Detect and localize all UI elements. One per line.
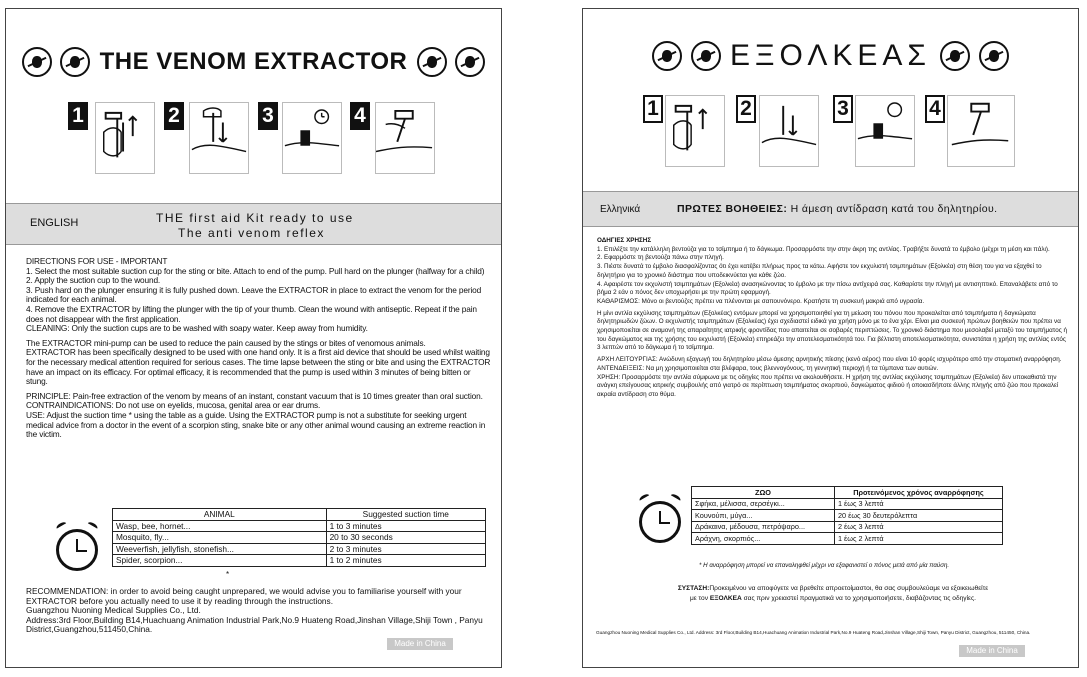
paragraph: 2. Apply the suction cup to the wound. [26, 275, 161, 286]
mosquito-icon [652, 41, 682, 71]
company-name: Guangzhou Nuoning Medical Supplies Co., Ltd. [26, 605, 201, 616]
language-label: ENGLISH [30, 217, 79, 229]
table-cell: Σφήκα, μέλισσα, σερσέγκι... [692, 498, 835, 510]
table-cell: Mosquito, fly... [113, 532, 327, 544]
mosquito-icon [979, 41, 1009, 71]
clock-bell [55, 521, 68, 532]
table-footnote: * Η αναρρόφηση μπορεί να επαναληφθεί μέχρι να εξαφανιστεί ο πόνος μετά από μία παύση. [699, 562, 950, 569]
step-number: 2 [736, 95, 756, 123]
band-heading [677, 203, 998, 215]
table-cell: Αράχνη, σκορπιός... [692, 533, 835, 545]
table-cell: 20 to 30 seconds [326, 532, 485, 544]
step-number: 2 [164, 102, 184, 130]
band-rest: Η άμεση αντίδραση κατά του δηλητηρίου. [787, 203, 998, 215]
table-row [113, 520, 486, 532]
paragraph: 2. Εφαρμόστε τη βεντούζα πάνω στην πληγή. [597, 254, 724, 262]
alarm-clock-icon [56, 529, 98, 571]
heading: ΟΔΗΓΙΕΣ ΧΡΗΣΗΣ [597, 237, 652, 244]
paragraph: ΚΑΘΑΡΙΣΜΟΣ: Μόνο οι βεντούζες πρέπει να πλένονται με σαπουνόνερο. Κρατήστε τη συσκευή μακριά από υγρασία. [597, 297, 925, 305]
table-cell: Spider, scorpion... [113, 555, 327, 567]
table-row [692, 533, 1003, 545]
table-cell: 1 to 3 minutes [326, 520, 485, 532]
table-cell: 1 to 2 minutes [326, 555, 485, 567]
paragraph: USE: Adjust the suction time * using the table as a guide. Using the EXTRACTOR pump is not a substitute for seeking urgent medical advice from a doctor in the event of a scorpion sting, snake bite or any other animal wound causing an extreme reaction in the victim. [26, 409, 486, 440]
paragraph: The EXTRACTOR mini-pump can be used to reduce the pain caused by the stings or bites of venomous animals. [26, 337, 426, 348]
band-bold: ΠΡΩΤΕΣ ΒΟΗΘΕΙΕΣ: [677, 203, 788, 215]
recommendation-text: σας πριν χρειαστεί πραγματικά να το χρησιμοποιήσετε, διαβάζοντας τις οδηγίες. [741, 595, 977, 602]
suction-time-table [112, 508, 486, 567]
step-1-image [665, 95, 725, 167]
paragraph: ΑΝΤΕΝΔΕΙΞΕΙΣ: Να μη χρησιμοποιείται στα βλέφαρα, τους βλεννογόνους, τη γεννητική περιοχή ή τα τύμπανα των αυτιών. [597, 364, 939, 372]
mosquito-icon [455, 47, 485, 77]
table-cell: 20 έως 30 δευτερόλεπτα [834, 510, 1002, 522]
paragraph: PRINCIPLE: Pain-free extraction of the venom by means of an instant, constant vacuum that is 10 times greater than oral suction. [26, 390, 483, 401]
paragraph: 1. Select the most suitable suction cup for the sting or bite. Attach to end of the pump. Pull hard on the plunger (halfway for a child) [26, 265, 485, 276]
table-row [113, 555, 486, 567]
table-footnote: * [226, 570, 230, 579]
step-number: 1 [643, 95, 663, 123]
language-band [6, 203, 501, 245]
page-title: THE VENOM EXTRACTOR [99, 48, 408, 75]
table-row [692, 498, 1003, 510]
table-row [113, 543, 486, 555]
step-number: 4 [925, 95, 945, 123]
step-1-image [95, 102, 155, 174]
paragraph: 4. Αφαιρέστε τον εκχυλιστή τσιμπημάτων (Εξολκέα) ανασηκώνοντας το έμβολο με την πίσω αντίχειρά σας. Καθαρίστε την πληγή με αντισηπτικό. Επαναλάβετε από το βήμα 2 εάν ο πόνος δεν υποχωρήσει με την πρώτη εφαρμογή. [597, 280, 1058, 297]
paragraph: 3. Πιέστε δυνατά το έμβολο διασφαλίζοντας ότι έχει κατέβει πλήρως προς τα κάτω. Αφήστε τον εκχυλιστή τσιμπημάτων (Εξολκέα) στη θέση του για να εξαχθεί το δηλητήριο για το χρονικό διάστημα που υποδεικνύεται για κάθε ζώο. [597, 263, 1042, 279]
table-cell: 2 έως 3 λεπτά [834, 521, 1002, 533]
table-header: ANIMAL [113, 509, 327, 521]
table-header: Προτεινόμενος χρόνος αναρρόφησης [834, 487, 1002, 499]
heading: DIRECTIONS FOR USE - IMPORTANT [26, 256, 168, 266]
paragraph: EXTRACTOR has been specifically designed to be used with one hand only. It is a first aid device that should be used whilst waiting for the necessary medical attention required for serious cases. The time lapse between the sting or bite and using the EXTRACTOR have an impact on its efficacy. For optimal efficacy, it is recommended that the pump is used within 3 minutes of being bitten or stung. [26, 347, 491, 387]
title-row [6, 47, 501, 87]
made-in-badge: Made in China [959, 645, 1025, 657]
table-cell: 1 έως 2 λεπτά [834, 533, 1002, 545]
table-row [692, 521, 1003, 533]
tagline: THE first aid Kit ready to use [156, 211, 354, 225]
company-address: Guangzhou Nuoning Medical Supplies Co., Ltd. Address: 3rd Floor,Building B14,Huachuang Animation Industrial Park,No.9 Huateng Road,Jinshan Village,Shiji Town, Panyu District, Guangzhou, 511450, China. [596, 630, 1031, 635]
step-4-image [947, 95, 1015, 167]
recommendation-text: με τον [689, 595, 710, 602]
table-row [692, 510, 1003, 522]
table-cell: 2 to 3 minutes [326, 543, 485, 555]
mosquito-icon [22, 47, 52, 77]
clock-bell [86, 521, 99, 532]
table-row [113, 532, 486, 544]
page-title: ΕΞΟΛΚΕΑΣ [730, 39, 931, 72]
step-4-image [375, 102, 435, 174]
recommendation: RECOMMENDATION: in order to avoid being caught unprepared, we would advise you to familiarise yourself with your EXTRACTOR before you actually need to use it by reading through the instructions. [26, 586, 462, 606]
scorpion-icon [417, 47, 447, 77]
steps-illustration [6, 102, 501, 177]
product-name: ΕΞΟΛΚΕΑ [709, 595, 742, 602]
table-header: Suggested suction time [326, 509, 485, 521]
clock-bell [638, 493, 651, 504]
company-address: Address:3rd Floor,Building B14,Huachuang Animation Industrial Park,No.9 Huateng Road,Jinshan Village,Shiji Town , Panyu District,Guangzhou,511450,China. [26, 614, 483, 635]
steps-illustration [583, 95, 1078, 170]
step-number: 1 [68, 102, 88, 130]
step-number: 3 [258, 102, 278, 130]
paragraph: 1. Επιλέξτε την κατάλληλη βεντούζα για το τσίμπημα ή το δάγκωμα. Προσαρμόστε την στην άκρη της αντλίας. Τραβήξτε δυνατά το έμβολο (μέχρι τη μέση και πάλι). [597, 245, 1050, 253]
paragraph: Η μίνι αντλία εκχύλισης τσιμπημάτων (Εξολκέας) εντόμων μπορεί να χρησιμοποιηθεί για τη μείωση του πόνου που προκαλείται από τσιμπήματα ή δαγκώματα δηλητηριωδών ζώων. Ο εκχυλιστής τσιμπημάτων (Εξολκέας) έχει σχεδιαστεί ειδικά για χρήση μόνο με το ένα χέρι. Είναι μια συσκευή πρώτων βοηθειών που πρέπει να χρησιμοποιείται σε αναμονή της απαραίτητης ιατρικής φροντίδας που απαιτείται σε σοβαρές περιπτώσεις. Το χρονικό διάστημα που μεσολαβεί μεταξύ του τσιμπήματος ή του δαγκώματος και της χρήσης του εκχυλιστή (Εξολκέα) επηρεάζει την αποτελεσματικότητά του. Για βέλτιστη αποτελεσματικότητα, συνιστάται η χρήση της αντλίας εντός 3 λεπτών από το δάγκωμα ή το τσίμπημα. [597, 309, 1067, 352]
tagline: The anti venom reflex [178, 226, 325, 240]
step-3-image [282, 102, 342, 174]
spider-icon [691, 41, 721, 71]
language-band [583, 191, 1078, 227]
table-cell: Δράκαινα, μέδουσα, πετρόψαρο... [692, 521, 835, 533]
step-3-image [855, 95, 915, 167]
paragraph: ΑΡΧΗ ΛΕΙΤΟΥΡΓΙΑΣ: Ανώδυνη εξαγωγή του δηλητηρίου μέσω άμεσης αρνητικής πίεσης (κενό αέρος) που είναι 10 φορές ισχυρότερο από την στοματική αναρρόφηση. [597, 356, 1062, 364]
recommendation-label: ΣΥΣΤΑΣΗ: [677, 585, 710, 592]
paragraph: CONTRAINDICATIONS: Do not use on eyelids, mucosa, genital area or ear drums. [26, 400, 321, 411]
footer-text [26, 587, 493, 635]
scorpion-icon [940, 41, 970, 71]
table-cell: Wasp, bee, hornet... [113, 520, 327, 532]
paragraph: 3. Push hard on the plunger ensuring it is fully pushed down. Leave the EXTRACTOR in place to extract the venom for the period indicated for each animal. [26, 284, 482, 305]
instructions-text [597, 237, 1067, 400]
table-cell: Κουνούπι, μύγα... [692, 510, 835, 522]
clock-bell [669, 493, 682, 504]
table-header: ΖΩΟ [692, 487, 835, 499]
language-label: Ελληνικά [600, 204, 641, 215]
paragraph: CLEANING: Only the suction cups are to be washed with soapy water. Keep away from humidity. [26, 323, 368, 334]
paragraph: 4. Remove the EXTRACTOR by lifting the plunger with the tip of your thumb. Clean the wound with antiseptic. Repeat if the pain does not disappear with the first application. [26, 303, 477, 324]
step-2-image [189, 102, 249, 174]
step-number: 4 [350, 102, 370, 130]
recommendation [603, 584, 1063, 604]
greek-leaflet-page [582, 8, 1079, 668]
instructions-text [26, 257, 493, 440]
spider-icon [60, 47, 90, 77]
step-2-image [759, 95, 819, 167]
paragraph: ΧΡΗΣΗ: Προσαρμόστε την αντλία σύμφωνα με τις οδηγίες που πρέπει να ακολουθήσετε. Η χρήση της αντλίας εκχύλισης τσιμπημάτων (Εξολκέα) δεν υποκαθιστά την ανάγκη επείγουσας ιατρικής συμβουλής από γιατρό σε περίπτωση τσιμπήματος σκορπιού, δαγκώματος φιδιού ή οποιασδήποτε άλλης πληγής από ζώο που προκαλεί ακραία αντίδραση στο θύμα. [597, 373, 1059, 398]
alarm-clock-icon [639, 501, 681, 543]
suction-time-table [691, 486, 1003, 545]
english-leaflet-page [5, 8, 502, 668]
title-row [583, 39, 1078, 79]
step-number: 3 [833, 95, 853, 123]
table-cell: 1 έως 3 λεπτά [834, 498, 1002, 510]
table-cell: Weeverfish, jellyfish, stonefish... [113, 543, 327, 555]
made-in-badge: Made in China [387, 638, 453, 650]
recommendation-text: Προκειμένου να αποφύγετε να βρεθείτε απροετοίμαστοι, θα σας συμβουλεύαμε να εξοικειωθείτε [709, 585, 989, 592]
